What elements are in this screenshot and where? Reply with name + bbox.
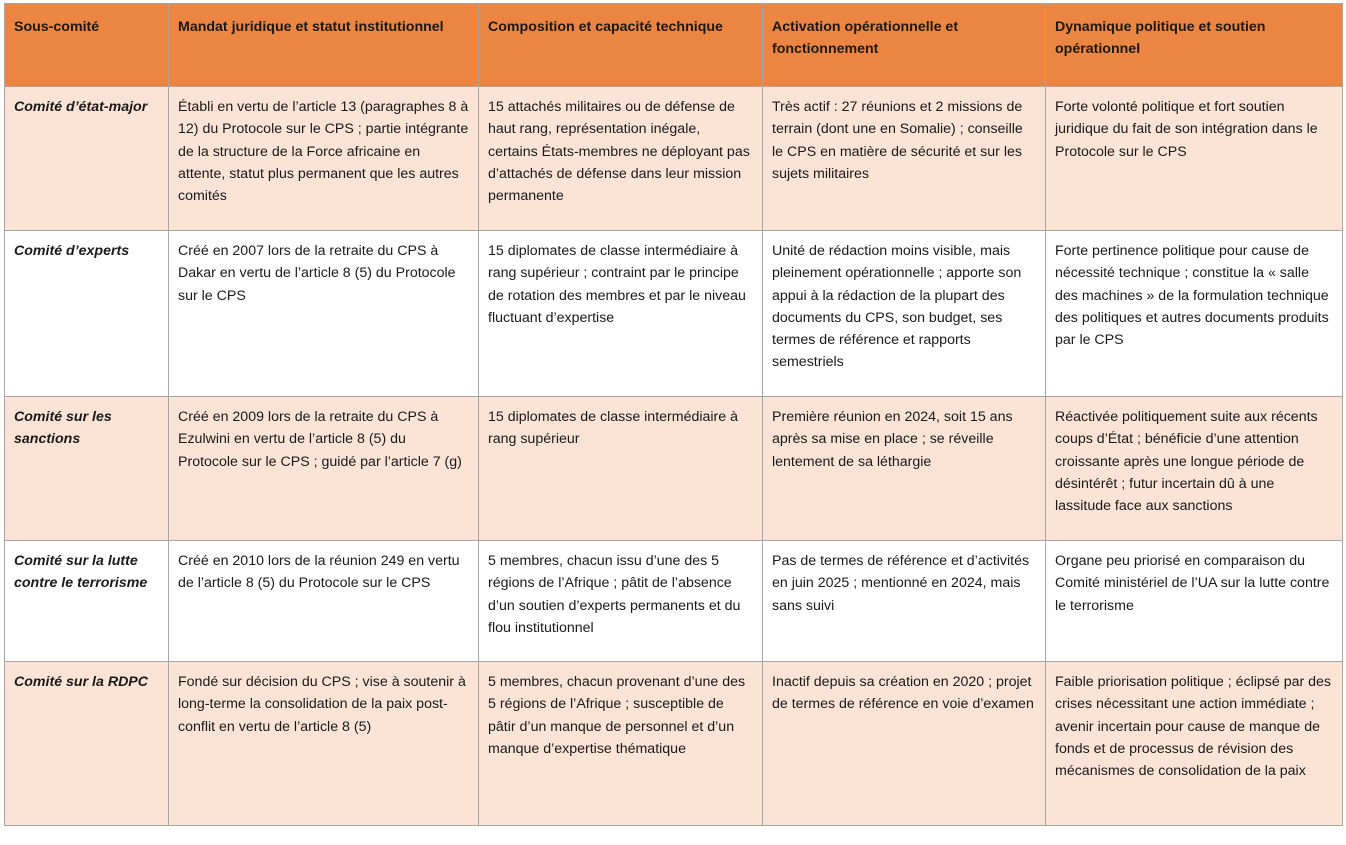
- table-header: [5, 4, 1343, 87]
- header-political-dynamics: Dynamique politique et soutien opérationnel: [1046, 4, 1343, 87]
- row-political-dynamics: Forte pertinence politique pour cause de nécessité technique ; constitue la « salle des machines » de la formulation technique des politiques et autres documents produits par le CPS: [1046, 231, 1343, 397]
- row-subcommittee-name: Comité d’état-major: [5, 87, 169, 231]
- row-activation: Pas de termes de référence et d’activités en juin 2025 ; mentionné en 2024, mais sans suivi: [763, 541, 1046, 662]
- table-row: [5, 87, 1343, 231]
- row-legal-mandate: Fondé sur décision du CPS ; vise à soutenir à long-terme la consolidation de la paix post-conflit en vertu de l’article 8 (5): [169, 662, 479, 826]
- table-row: [5, 231, 1343, 397]
- row-legal-mandate: Créé en 2010 lors de la réunion 249 en vertu de l’article 8 (5) du Protocole sur le CPS: [169, 541, 479, 662]
- row-composition: 5 membres, chacun provenant d’une des 5 régions de l’Afrique ; susceptible de pâtir d’un manque de personnel et d’un manque d’expertise thématique: [479, 662, 763, 826]
- row-political-dynamics: Forte volonté politique et fort soutien juridique du fait de son intégration dans le Protocole sur le CPS: [1046, 87, 1343, 231]
- row-subcommittee-name: Comité sur les sanctions: [5, 397, 169, 541]
- table-row: [5, 662, 1343, 826]
- header-legal-mandate: Mandat juridique et statut institutionnel: [169, 4, 479, 87]
- row-activation: Unité de rédaction moins visible, mais pleinement opérationnelle ; apporte son appui à la rédaction de la plupart des documents du CPS, son budget, ses termes de référence et rapports semestriels: [763, 231, 1046, 397]
- row-composition: 15 attachés militaires ou de défense de haut rang, représentation inégale, certains États-membres ne déployant pas d’attachés de défense dans leur mission permanente: [479, 87, 763, 231]
- row-activation: Inactif depuis sa création en 2020 ; projet de termes de référence en voie d’examen: [763, 662, 1046, 826]
- table-body: [5, 87, 1343, 826]
- header-activation: Activation opérationnelle et fonctionnement: [763, 4, 1046, 87]
- row-subcommittee-name: Comité sur la RDPC: [5, 662, 169, 826]
- row-political-dynamics: Réactivée politiquement suite aux récents coups d’État ; bénéficie d’une attention croissante après une longue période de désintérêt ; futur incertain dû à une lassitude face aux sanctions: [1046, 397, 1343, 541]
- subcommittee-comparison-table: [4, 3, 1343, 826]
- row-political-dynamics: Faible priorisation politique ; éclipsé par des crises nécessitant une action immédiate ; avenir incertain pour cause de manque de fonds et de processus de révision des mécanismes de consolidation de la paix: [1046, 662, 1343, 826]
- header-row: [5, 4, 1343, 87]
- row-composition: 15 diplomates de classe intermédiaire à rang supérieur: [479, 397, 763, 541]
- row-legal-mandate: Établi en vertu de l’article 13 (paragraphes 8 à 12) du Protocole sur le CPS ; partie intégrante de la structure de la Force africaine en attente, statut plus permanent que les autres comités: [169, 87, 479, 231]
- row-legal-mandate: Créé en 2007 lors de la retraite du CPS à Dakar en vertu de l’article 8 (5) du Protocole sur le CPS: [169, 231, 479, 397]
- row-political-dynamics: Organe peu priorisé en comparaison du Comité ministériel de l’UA sur la lutte contre le terrorisme: [1046, 541, 1343, 662]
- header-subcommittee: Sous-comité: [5, 4, 169, 87]
- row-activation: Première réunion en 2024, soit 15 ans après sa mise en place ; se réveille lentement de sa léthargie: [763, 397, 1046, 541]
- subcommittee-table-container: [4, 3, 1342, 826]
- header-composition: Composition et capacité technique: [479, 4, 763, 87]
- row-subcommittee-name: Comité sur la lutte contre le terrorisme: [5, 541, 169, 662]
- row-subcommittee-name: Comité d’experts: [5, 231, 169, 397]
- row-activation: Très actif : 27 réunions et 2 missions de terrain (dont une en Somalie) ; conseille le CPS en matière de sécurité et sur les sujets militaires: [763, 87, 1046, 231]
- table-row: [5, 397, 1343, 541]
- row-composition: 15 diplomates de classe intermédiaire à rang supérieur ; contraint par le principe de rotation des membres et par le niveau fluctuant d’expertise: [479, 231, 763, 397]
- row-legal-mandate: Créé en 2009 lors de la retraite du CPS à Ezulwini en vertu de l’article 8 (5) du Protocole sur le CPS ; guidé par l’article 7 (g): [169, 397, 479, 541]
- table-row: [5, 541, 1343, 662]
- row-composition: 5 membres, chacun issu d’une des 5 régions de l’Afrique ; pâtit de l’absence d’un soutien d’experts permanents et du flou institutionnel: [479, 541, 763, 662]
